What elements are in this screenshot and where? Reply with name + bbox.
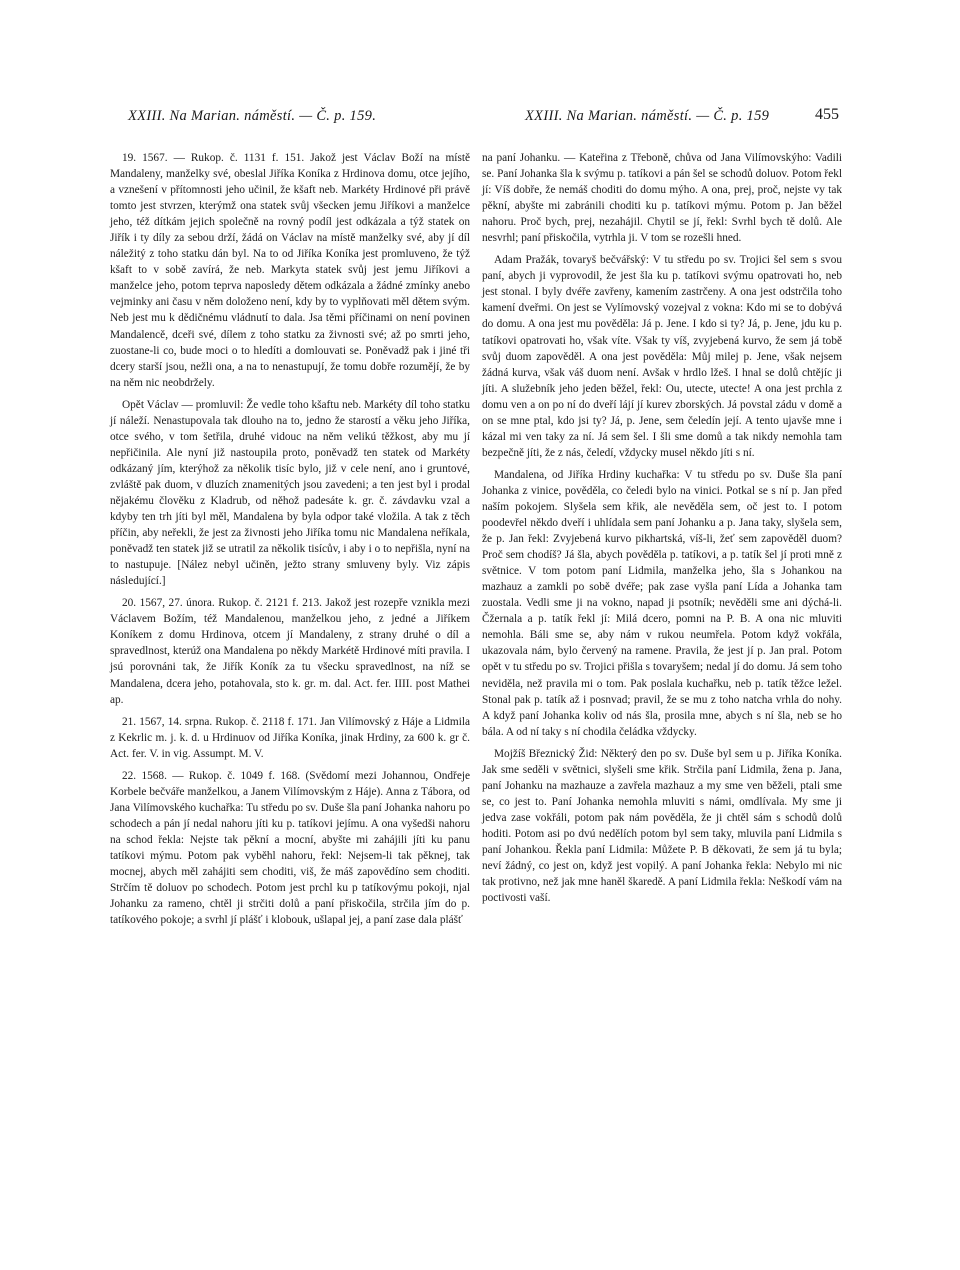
paragraph-entry-19: 19. 1567. — Rukop. č. 1131 f. 151. Jakož jest Václav Boží na místě Mandaleny, manželky své, obeslal Jiříka Koníka z Hrdinova domu, otce jejího, a vznešení v přítomnosti jeho učinil, že kšaft neb. Markéty Hrdinové při právě tomto jest stvrzen, kterýmž ona statek svůj všecken jemu Jiříkovi a manželce jeho, též dítkám jejich společně na rovný podíl jest odkázala a týž statek on Jiřík i ty díly za sebou drží, žádá on Václav na místě manželky své, aby jí díl náležitý z toho statku dán byl. Na to od Jiříka Koníka jest promluveno, že týž kšaft to v sobě zavírá, že neb. Markyta statek svůj jest jemu Jiříkovi a manželce jeho, potom teprva naposledy dětem odkázala a žádné zmínky anebo vejminky ani času v něm doloženo není, kdy by to vyplňovati měl dětem svým. Neb jest mu k dědičnému vládnutí to dala. Jsa těmi příčinami on není povinen Mandalencě, dceři své, dílem z toho statku za živnosti své; až po smrti jeho, zuostane-li co, bude moci o to hledíti a domlouvati se. Poněvadž pak i jiné tři dcery starší jsou, nežli ona, a na to nenastupují, že tomu dobře rozumějí, že by na něm nic neobdržely. — [110, 152, 470, 389]
page-number: 455 — [815, 106, 839, 123]
paragraph-testimony-mandalena: Mandalena, od Jiříka Hrdiny kuchařka: V tu středu po sv. Duše šla paní Johanka z vinice, pověděla, co čeledi bylo na vinici. Potkal se s ní p. Jan před naším pokojem. Slyšela sem křik, ale nevěděla sem, oč jest to. I potom poodevřel někdo dveří i uhlídala sem paní Johanku a p. Jana taky, slyšela sem, že p. Jan řekl: Zvyjebená kurvo pikhartská, víš-li, žeť sem zapověděl duom? Proč sem chodíš? Já šla, abych pověděla p. tatíkovi, a p. tatík šel jí proti mně z světnice. V tom potom paní Lidmila, manželka jeho, šla s Johankou na mazhauz a zamkli po sobě dvéře; pak zase vyšla paní Lída a Johanka tam zuostala. Vedli sme ji na vokno, napad ji psotník; nevěděli sme ani dýchá-li. Čžernala a p. tatík řekl jí: Milá dcero, pomni na P. B. A ona nic mluviti nemohla. Báli sme se, aby nám v rukou neumřela. Potom když vokřála, ukazovala nám, bylo červený na ramene. Pravila, že jest jí p. Jan pral. Potom opět v tu středu po sv. Trojici přišla s tovaryšem; nedal jí do domu. Já sem toho neviděla, než pravila mi o tom. Pak poslala kuchařku, neb p. tatík těžce ležel. Stonal pak p. tatík až i posnvad; pravil, že se mu z toho natcha vrhla do nohy. A když paní Johanka koliv od nás šla, prosila mne, abych s ní šla, neb se ho bála. A od ní taky s ní chodila čeládka vždycky. — [482, 468, 842, 738]
paragraph-entry-22: 22. 1568. — Rukop. č. 1049 f. 168. (Svědomí mezi Johannou, Ondřeje Korbele bečváře manželkou, a Janem Vilímovským z Háje). Anna z Tábora, od Jana Vilímovského kuchařka: Tu středu po sv. Duše šla paní Johanka nahoru po schodech a pán jí nedal nahoru jíti ku p. tatíkovi jejímu. A ona vyšedši nahoru na schod řekla: Nejste tak pěkní a mocní, abyšte mi zahájili jíti ku panu tatíkovi mýmu. Potom pak vyběhl nahoru, řekl: Nejsem-li tak pěknej, tak mocnej, abych měl zahájiti sem choditi, viš, že máš zapovědíno sem choditi. Strčím tě doluov po schodech. Potom jest prchl ku p tatíkovýmu pokoji, njal Johanku za rameno, chtěl ji strčiti dolů a paní přiskočila, strčila jím do p. tatíkového pokoje; a svrhl jí plášť i klobouk, ušlapal jej, a paní zase dala plášť — [110, 769, 470, 927]
left-text-column — [110, 150, 470, 928]
right-text-column — [482, 150, 842, 906]
paragraph-entry-21: 21. 1567, 14. srpna. Rukop. č. 2118 f. 171. Jan Vilímovský z Háje a Lidmila z Kekrlic m. j. k. d. u Hrdinuov od Jiříka Koníka, jinak Hrdiny, za 600 k. gr č. Act. fer. V. in vig. Assumpt. M. V. — [110, 715, 470, 760]
paragraph-reply: Opět Václav — promluvil: Že vedle toho kšaftu neb. Markéty díl toho statku jí náleží. Nenastupovala tak dlouho na to, jedno že starostí a věku jeho Jiříka, otce svého, v tom šetřila, druhé vidouc na něm velikú těžkost, aby mu jí nepřičinila. Ale nyní již nastoupila proto, poněvadž ten statek od Markéty odkázaný jím, kterýhož za několik tisíc bylo, již v cele není, ano i gruntové, zvláště pak duom, v dluzích znamenitých jsou zavedeni; a ten jest byl i prodal nějakému člověku z Kladrub, od něhož padesáte k. gr. č. závdavku vzal a kdyby ten trh jíti byl měl, Mandalena by byla odpor také vložila. A tak z těch příčin, aby neřekli, že jest za živnosti jeho Jiříka tomu nic Mandalena neříkala, poněvadž ten statek již se utratil za několik tisícův, i aby i o to nepřišla, nyní na to nastupuje. [Nález nebyl učiněn, ježto strany smluveny byly. Viz zápis následující.] — [110, 398, 470, 588]
paragraph-entry-20: 20. 1567, 27. února. Rukop. č. 2121 f. 213. Jakož jest rozepře vznikla mezi Václavem Božím, též Mandalenou, manželkou jeho, z jedné a Jiříkem Koníkem z domu Hrdinova, otcem jí Mandaleny, z strany druhé o díl a spravedlnost, kterúž ona Mandalena po někdy Markétě Hrdinové míti pravila. I jsú porovnáni tak, že Jiřík Koník za tu všecku spravedlnost, na níž se Mandalena, dcera jeho, potahovala, sto k. gr. m. dal. Act. fer. IIII. post Mathei ap. — [110, 597, 470, 706]
paragraph-testimony-mojzis: Mojžíš Březnický Žid: Některý den po sv. Duše byl sem u p. Jiříka Koníka. Jak sme seděli v světnici, slyšeli sme křik. Strčila paní Lidmila, žena p. Jana, paní Johanku na mazhauze a zavřela mazhauz a my sme ven běželi, ptali sme se, co jest to. Paní Johanka nemohla mluviti s námi, omdlívala. My sme ji jedva zase vokřáli, potom pak nám pověděla, že ji chtěl sám s schodů dolů hoditi. Potom asi po dvú nedělích potom byl sem taky, mluvila paní Lidmila s paní Johankou. Řekla paní Lidmila: Můžete P. B děkovati, že sem já tu byla; neví žádný, co jest on, když jest vopilý. A paní Johanka řekla: Nebylo mi nic tak protivno, než jak mne haněl škaredě. A paní Lidmila řekla: Neškodí vám na poctivosti vaší. — [482, 747, 842, 905]
paragraph-continuation: na paní Johanku. — Kateřina z Třeboně, chůva od Jana Vilímovskýho: Vadili se. Paní Johanka šla k svýmu p. tatíkovi a pán šel se schodů doluov. Potom řekl jí: Víš dobře, že nemáš choditi do domu mýho. A ona, prej, proč, nejste vy tak pěkní, abyšte mi zabránili choditi ku p. tatíkovi mýmu. Potom p. Jan běžel nahoru. Proč bych, prej, nezahájil. Chytil se jí, řekl: Svrhl bych tě dolů. Ale nesvrhl; paní přiskočila, vytrhla ji. V tom se rozešli hned. — [482, 152, 842, 245]
running-header-right: XXIII. Na Marian. náměstí. — Č. p. 159 — [525, 108, 770, 124]
paragraph-testimony-adam: Adam Pražák, tovaryš bečvářský: V tu středu po sv. Trojici šel sem s svou paní, abych ji vyprovodil, že jest šla ku p. tatíkovi svýmu opatrovati ho, neb jest stonal. I byly dvéře zavřeny, kamením zastrčeny. A ona jest odstrčila toho kamení dveřmi. On jest se Vylímovský vozejval z vokna: Kdo mi se to dobývá do domu. A ona jest mu pověděla: Já p. Jene. I kdo si ty? Já, p. Jene, jdu ku p. tatíkovi opatrovati ho, však víte. Však ty víš, zvyjebená kurvo, že sem já tobě svůj duom zapověděl. A ona jest pověděla: Můj milej p. Jene, však nejsem žádná kurva, však váš duom není. Avšak v hrdlo lžeš. I hnal se dolů chtějíc ji jíti. A služebník jeho jeden běžel, řekl: Ou, utecte, utecte! A ona jest prchla z domu ven a on po ní do dveří lájí jí kurev zborských. Já povstal zádu v domě a on se mne ptal, kdo jsi ty? Já, p. Jene, sem čeledín její. A tento ujavše mne i kázal mi ven taky za ní. Já sem šel. I šli sme domů a tak nikdy nemohla tam bezpečně jíti, že z nás, čeledí, vždycky musel někdo jíti s ní. — [482, 254, 842, 459]
running-header-left: XXIII. Na Marian. náměstí. — Č. p. 159. — [128, 108, 377, 124]
